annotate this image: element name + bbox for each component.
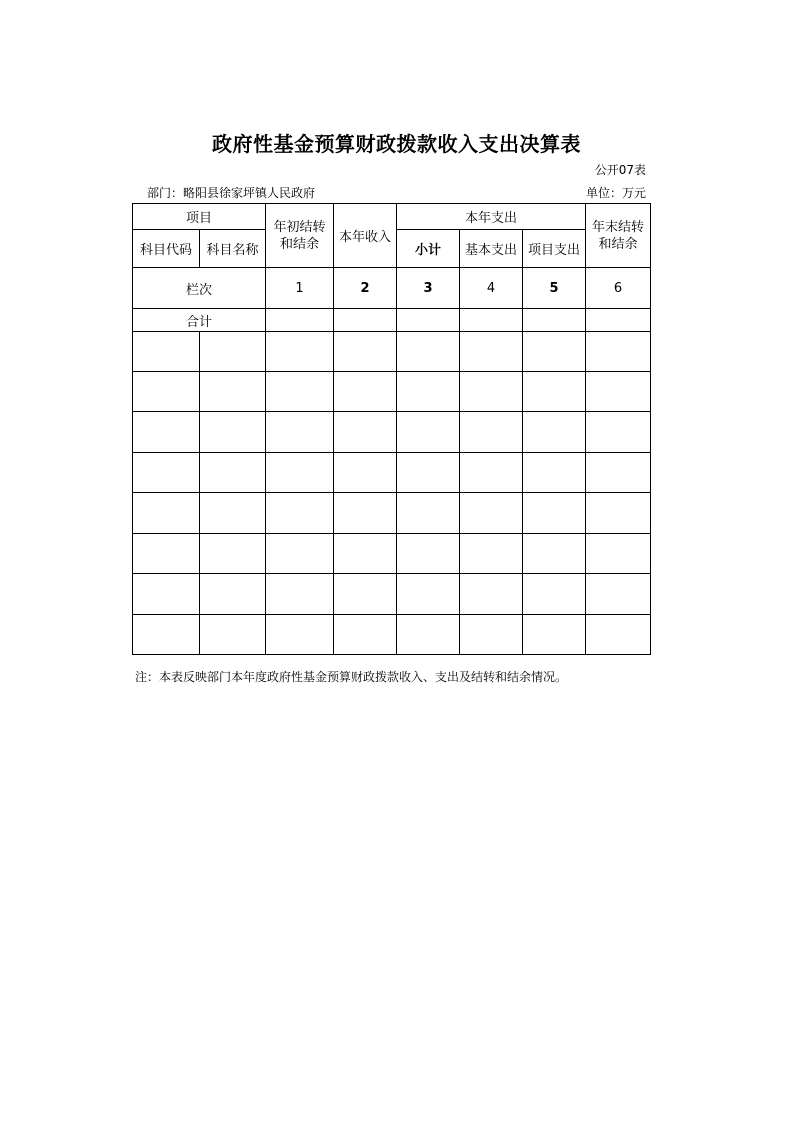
table-cell [266, 372, 334, 412]
footnote: 注：本表反映部门本年度政府性基金预算财政拨款收入、支出及结转和结余情况。 [135, 670, 568, 684]
total-cell [397, 309, 460, 332]
table-cell [334, 372, 397, 412]
header-item: 项目 [133, 204, 266, 230]
table-row [133, 332, 651, 372]
header-subject-name: 科目名称 [200, 230, 266, 268]
table-cell [200, 534, 266, 574]
header-closing-balance: 年末结转和结余 [586, 204, 651, 268]
table-cell [200, 412, 266, 453]
table-cell [334, 412, 397, 453]
total-cell [586, 309, 651, 332]
table-cell [397, 453, 460, 493]
table-cell [397, 615, 460, 655]
table-cell [334, 534, 397, 574]
table-cell [523, 493, 586, 534]
table-cell [200, 372, 266, 412]
table-row [133, 372, 651, 412]
table-cell [523, 332, 586, 372]
table-row [133, 412, 651, 453]
column-index-2: 2 [334, 268, 397, 309]
table-row [133, 534, 651, 574]
table-cell [460, 412, 523, 453]
header-basic-expense: 基本支出 [460, 230, 523, 268]
column-index-label: 栏次 [133, 268, 266, 309]
table-cell [200, 453, 266, 493]
table-cell [397, 372, 460, 412]
table-cell [523, 534, 586, 574]
table-cell [334, 493, 397, 534]
table-cell [200, 615, 266, 655]
column-index-1: 1 [266, 268, 334, 309]
table-cell [460, 574, 523, 615]
budget-table [132, 203, 651, 655]
table-row [133, 615, 651, 655]
report-title: 政府性基金预算财政拨款收入支出决算表 [212, 132, 581, 156]
header-opening-balance: 年初结转和结余 [266, 204, 334, 268]
table-cell [266, 412, 334, 453]
table-cell [200, 332, 266, 372]
table-row [133, 493, 651, 534]
table-cell [133, 534, 200, 574]
table-cell [133, 332, 200, 372]
table-cell [266, 453, 334, 493]
header-current-expense: 本年支出 [397, 204, 586, 230]
table-cell [266, 534, 334, 574]
table-row [133, 453, 651, 493]
table-cell [460, 372, 523, 412]
table-cell [460, 332, 523, 372]
table-cell [460, 615, 523, 655]
table-cell [133, 615, 200, 655]
table-cell [133, 453, 200, 493]
table-cell [133, 412, 200, 453]
header-current-income: 本年收入 [334, 204, 397, 268]
column-index-row [133, 268, 651, 309]
column-index-3: 3 [397, 268, 460, 309]
table-cell [334, 453, 397, 493]
table-cell [266, 615, 334, 655]
table-cell [523, 412, 586, 453]
total-row [133, 309, 651, 332]
table-cell [460, 534, 523, 574]
table-cell [133, 574, 200, 615]
table-cell [266, 493, 334, 534]
form-number: 公开07表 [594, 163, 646, 177]
unit-label: 单位：万元 [585, 186, 646, 200]
table-cell [397, 332, 460, 372]
table-cell [397, 574, 460, 615]
table-cell [460, 493, 523, 534]
total-cell [460, 309, 523, 332]
column-index-6: 6 [586, 268, 651, 309]
table-cell [133, 493, 200, 534]
table-cell [133, 372, 200, 412]
table-cell [334, 332, 397, 372]
table-cell [586, 534, 651, 574]
table-cell [200, 574, 266, 615]
total-cell [334, 309, 397, 332]
table-cell [586, 412, 651, 453]
table-cell [397, 493, 460, 534]
header-row-1 [133, 204, 651, 230]
table-cell [523, 453, 586, 493]
table-cell [586, 574, 651, 615]
department-label: 部门：略阳县徐家坪镇人民政府 [147, 186, 316, 200]
table-cell [523, 615, 586, 655]
table-cell [334, 574, 397, 615]
column-index-4: 4 [460, 268, 523, 309]
table-cell [397, 412, 460, 453]
table-cell [200, 493, 266, 534]
table-cell [266, 332, 334, 372]
table-cell [586, 453, 651, 493]
table-cell [523, 372, 586, 412]
total-cell [523, 309, 586, 332]
table-cell [334, 615, 397, 655]
header-project-expense: 项目支出 [523, 230, 586, 268]
table-cell [586, 372, 651, 412]
header-subtotal: 小计 [397, 230, 460, 268]
total-label: 合计 [133, 309, 266, 332]
table-cell [460, 453, 523, 493]
table-cell [586, 332, 651, 372]
header-subject-code: 科目代码 [133, 230, 200, 268]
table-cell [586, 615, 651, 655]
total-cell [266, 309, 334, 332]
table-row [133, 574, 651, 615]
column-index-5: 5 [523, 268, 586, 309]
table-cell [523, 574, 586, 615]
table-cell [586, 493, 651, 534]
table-cell [266, 574, 334, 615]
table-cell [397, 534, 460, 574]
